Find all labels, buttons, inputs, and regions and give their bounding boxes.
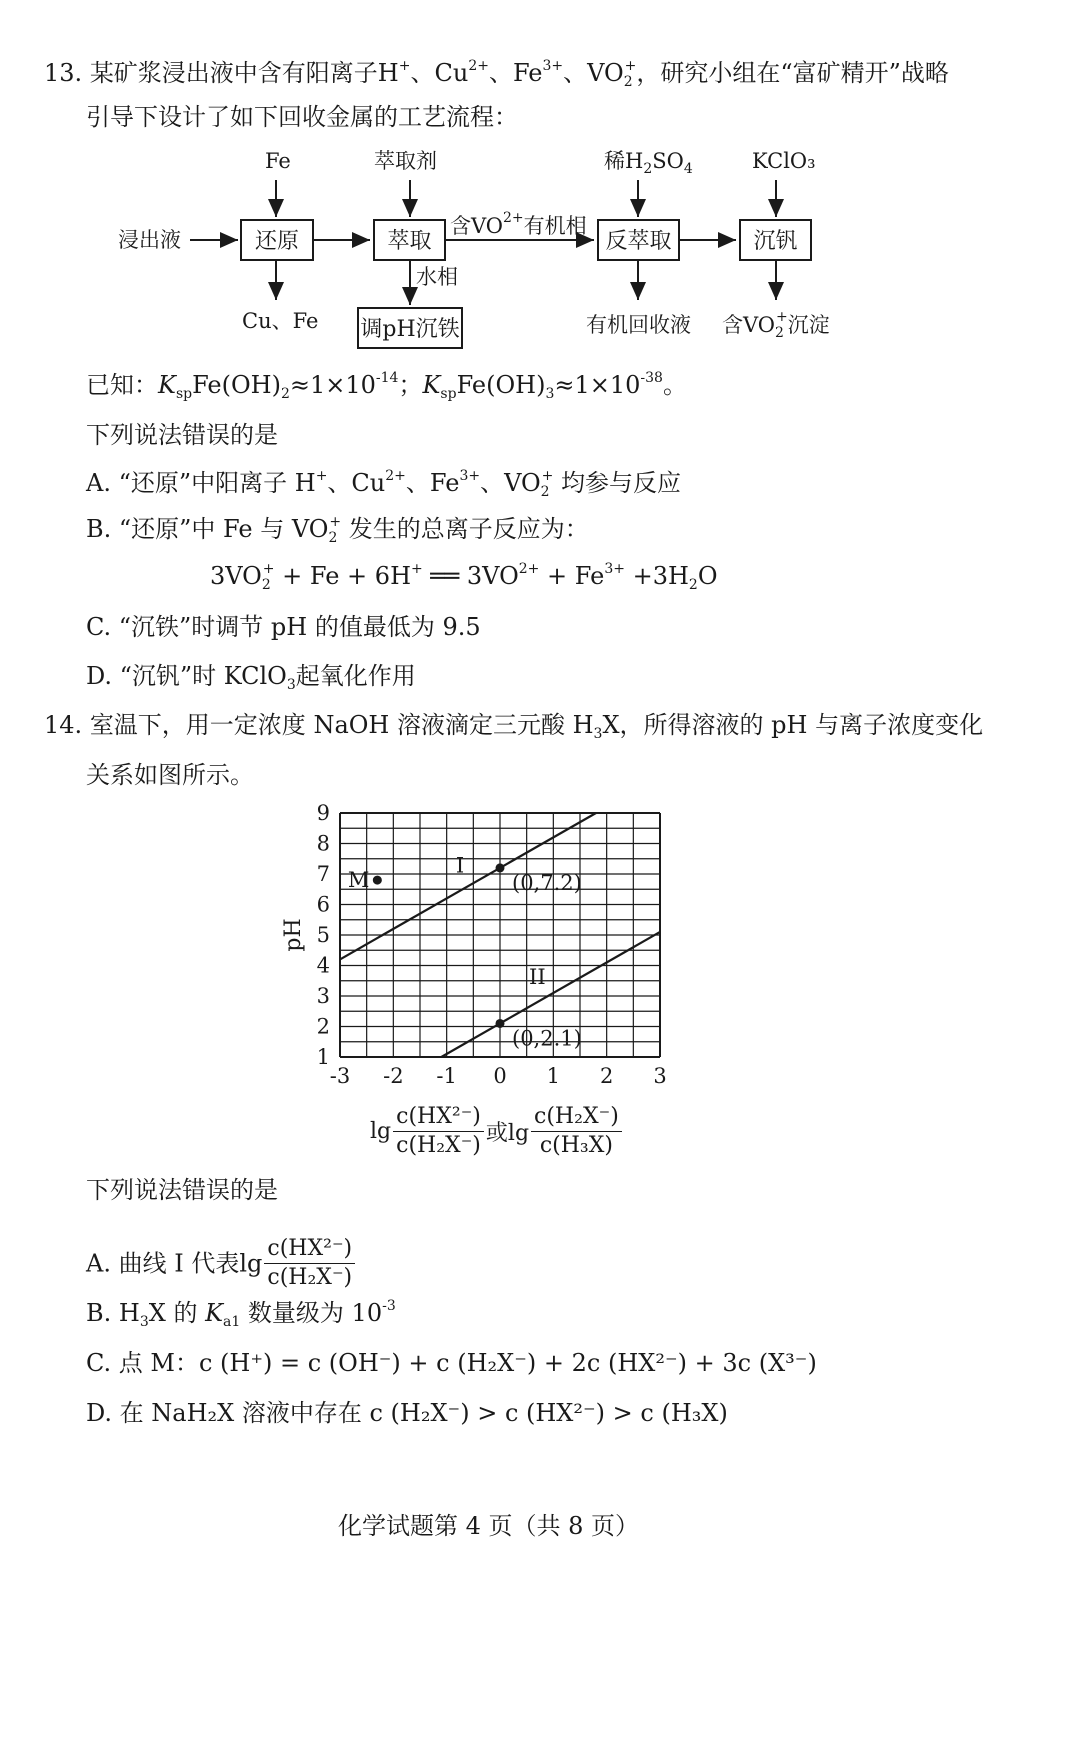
x-tick-label: 3: [653, 1064, 667, 1088]
q13-option-b-equation: $3VO_2^+ + Fe + 6H^+$ ══ $3VO^{2+} + Fe^{3+} +3H_2O$: [210, 561, 718, 593]
chart-xlabel: lg $\frac{\text{c(HX²⁻)}}{\text{c(H₂X⁻)}}$ 或lg $\frac{\text{c(H₂X⁻)}}{\text{c(H₃X)}}$: [370, 1104, 624, 1159]
label-organic-phase: 含$VO^{2+}$有机相: [450, 210, 587, 238]
point-marker-2: [496, 1019, 505, 1028]
x-tick-label: -2: [383, 1064, 404, 1088]
label-kclo3: KClO₃: [752, 149, 816, 173]
series-label-I: I: [455, 853, 465, 878]
y-tick-label: 1: [316, 1045, 330, 1069]
y-tick-label: 3: [316, 984, 330, 1008]
y-axis-label: pH: [281, 918, 306, 952]
label-cu-fe: Cu、Fe: [242, 309, 319, 333]
q13-option-d: D. “沉钒”时 KClO$_3$起氧化作用: [86, 662, 416, 693]
box-reduce: 还原: [240, 219, 314, 261]
x-tick-label: -1: [436, 1064, 457, 1088]
label-fe: Fe: [265, 149, 291, 173]
y-tick-label: 6: [316, 892, 330, 917]
series-label-II: II: [529, 964, 546, 989]
q14-option-b: B. $H_3X$ 的 $K_{a1}$ 数量级为 $10^{-3}$: [86, 1298, 396, 1330]
point-label: (0,7.2): [512, 870, 582, 895]
y-tick-label: 5: [316, 923, 330, 947]
q14-number: 14.: [44, 711, 83, 739]
q13-known: 已知：$K_{sp}Fe(OH)_2\approx 1\times 10^{-14}$；$K_{sp}Fe(OH)_3\approx 1\times 10^{-38}$。: [86, 370, 687, 402]
ph-chart: [270, 795, 690, 1105]
label-aqueous: 水相: [416, 265, 458, 289]
box-back-extract: 反萃取: [597, 219, 680, 261]
box-extract: 萃取: [373, 219, 446, 261]
y-tick-label: 8: [316, 831, 330, 856]
q13-ask: 下列说法错误的是: [86, 421, 278, 449]
x-tick-label: 2: [599, 1064, 614, 1088]
xlabel-fraction-1: $\frac{\text{c(HX²⁻)}}{\text{c(H₂X⁻)}}$: [393, 1104, 484, 1159]
q14-option-a: A. 曲线 I 代表lg $\frac{\text{c(HX²⁻)}}{\text{c(H₂X⁻)}}$: [86, 1232, 357, 1294]
q14-stem-line2: 关系如图所示。: [86, 761, 254, 789]
label-extractant: 萃取剂: [374, 149, 437, 173]
q14-ask: 下列说法错误的是: [86, 1176, 278, 1204]
point-marker-1: [496, 863, 505, 872]
option-a-fraction: $\frac{\text{c(HX²⁻)}}{\text{c(H₂X⁻)}}$: [264, 1236, 355, 1291]
q13-option-a: A. “还原”中阳离子 H+、$Cu^{2+}$、$Fe^{3+}$、$VO_2^+$ 均参与反应: [86, 468, 681, 500]
q14-option-d: D. 在 NaH₂X 溶液中存在 c (H₂X⁻) > c (HX²⁻) > c (H₃X): [86, 1399, 728, 1427]
q13-stem-line2: 引导下设计了如下回收金属的工艺流程：: [86, 103, 518, 131]
q14-stem-line1: 14. 室温下，用一定浓度 NaOH 溶液滴定三元酸 $H_3X$，所得溶液的 pH 与离子浓度变化: [44, 711, 984, 742]
point-M: [373, 876, 382, 885]
label-h2so4: 稀$H_2SO_4$: [604, 149, 693, 177]
q13-stem-line1: 13. 某矿浆浸出液中含有阳离子H+、$Cu^{2+}$、$Fe^{3+}$、$VO_2^+$，研究小组在“富矿精开”战略: [44, 58, 949, 90]
q13-number: 13.: [44, 59, 83, 87]
y-tick-label: 2: [316, 1014, 330, 1039]
label-organic-recovery: 有机回收液: [586, 313, 691, 337]
page-footer: 化学试题第 4 页（共 8 页）: [338, 1512, 640, 1540]
q14-option-c: C. 点 M：c (H⁺) = c (OH⁻) + c (H₂X⁻) + 2c (HX²⁻) + 3c (X³⁻): [86, 1349, 817, 1377]
q13-option-c: C. “沉铁”时调节 pH 的值最低为 9.5: [86, 613, 481, 641]
y-tick-label: 9: [316, 801, 330, 825]
y-tick-label: 4: [316, 953, 330, 978]
x-tick-label: 0: [493, 1064, 507, 1088]
point-label: (0,2.1): [512, 1026, 582, 1051]
xlabel-fraction-2: $\frac{\text{c(H₂X⁻)}}{\text{c(H₃X)}}$: [531, 1104, 622, 1159]
point-label-M: M: [347, 868, 370, 893]
q13-option-b: B. “还原”中 Fe 与 $VO_2^+$ 发生的总离子反应为：: [86, 514, 589, 546]
y-tick-label: 7: [316, 862, 330, 886]
q13-flowchart: [0, 140, 1080, 360]
box-vanadium: 沉钒: [739, 219, 812, 261]
box-ph-iron: 调pH沉铁: [357, 307, 463, 349]
label-leach: 浸出液: [118, 228, 181, 252]
x-tick-label: 1: [546, 1064, 561, 1088]
label-vo2-precipitate: 含$VO_2^+$沉淀: [722, 309, 830, 341]
x-tick-label: -3: [329, 1064, 351, 1088]
